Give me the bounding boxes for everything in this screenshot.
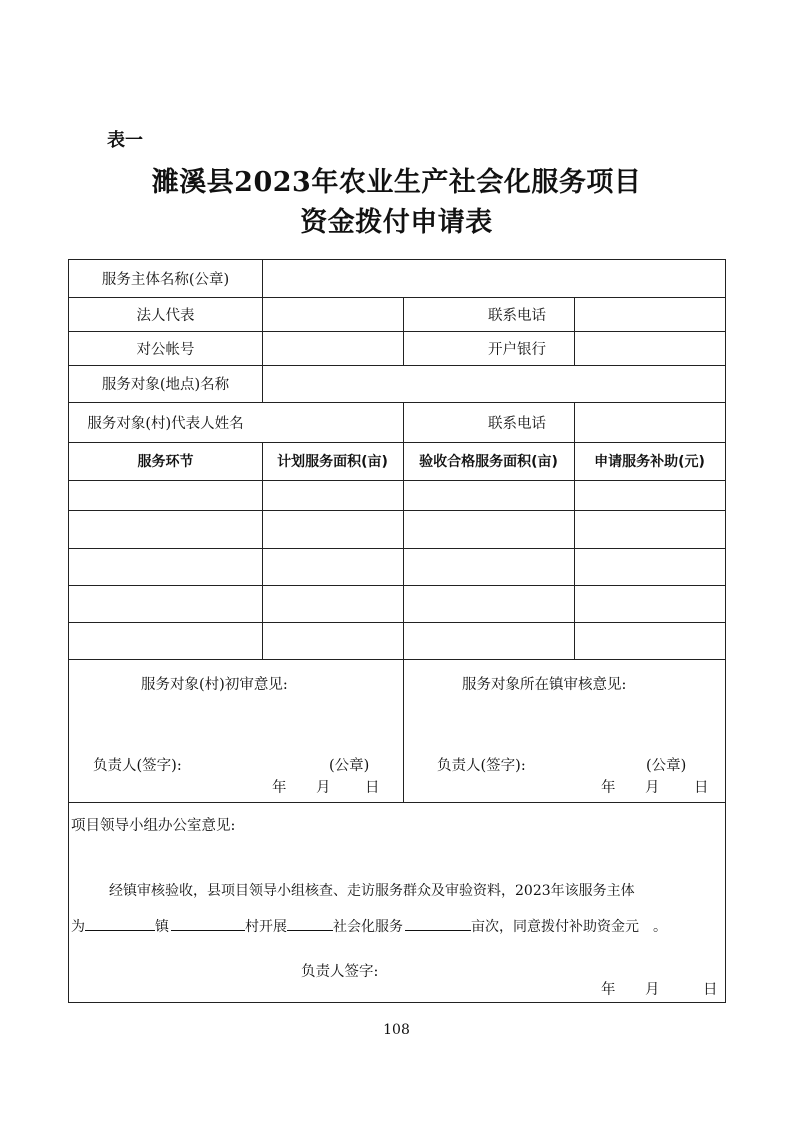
village-opinion-title: 服务对象(村)初审意见: <box>141 677 288 693</box>
office-opinion-line2 <box>71 916 667 936</box>
service-blank <box>287 916 333 931</box>
column-header-subsidy: 申请服务补助(元) <box>594 454 705 470</box>
application-form-table <box>68 259 726 1003</box>
office-month: 月 <box>645 982 660 998</box>
office-opinion-line1: 经镇审核验收，县项目领导小组核查、走访服务群众及审验资料，2023年该服务主体 <box>109 883 635 899</box>
column-header-planned-area: 计划服务面积(亩) <box>277 454 388 470</box>
town-year: 年 <box>601 780 616 796</box>
office-wei: 为 <box>71 919 85 935</box>
town-blank <box>85 916 155 931</box>
service-object-label: 服务对象(地点)名称 <box>101 377 230 393</box>
village-month: 月 <box>316 780 331 796</box>
office-tail: 亩次，同意拨付补助资金元 。 <box>471 919 667 935</box>
village-day: 日 <box>365 780 380 796</box>
office-shh: 社会化服务 <box>333 919 403 935</box>
town-opinion-title: 服务对象所在镇审核意见: <box>462 677 627 693</box>
office-cun: 村开展 <box>245 919 287 935</box>
village-seal-label: (公章) <box>329 758 370 774</box>
account-label: 对公帐号 <box>136 341 195 358</box>
area-blank <box>405 916 471 931</box>
town-seal-label: (公章) <box>646 758 687 774</box>
office-opinion-title: 项目领导小组办公室意见: <box>71 818 236 834</box>
office-zhen: 镇 <box>155 919 169 935</box>
village-year: 年 <box>272 780 287 796</box>
page-title: 濉溪县2023年农业生产社会化服务项目 <box>151 167 642 198</box>
village-rep-label: 服务对象(村)代表人姓名 <box>87 415 244 432</box>
table-number: 表一 <box>107 130 143 151</box>
town-day: 日 <box>694 780 709 796</box>
office-signer-label: 负责人签字: <box>301 964 379 980</box>
page-number: 108 <box>383 1022 410 1038</box>
office-day: 日 <box>703 982 718 998</box>
column-header-accepted-area: 验收合格服务面积(亩) <box>419 454 558 470</box>
phone-label: 联系电话 <box>488 307 546 324</box>
town-month: 月 <box>645 780 660 796</box>
office-year: 年 <box>601 982 616 998</box>
town-signer-label: 负责人(签字): <box>437 758 526 774</box>
legal-rep-label: 法人代表 <box>136 307 195 324</box>
subject-name-label: 服务主体名称(公章) <box>101 272 230 288</box>
phone2-label: 联系电话 <box>488 415 546 432</box>
bank-label: 开户银行 <box>488 341 546 358</box>
page-subtitle: 资金拨付申请表 <box>300 207 493 238</box>
column-header-service-stage: 服务环节 <box>137 454 194 470</box>
village-signer-label: 负责人(签字): <box>93 758 182 774</box>
village-blank <box>171 916 245 931</box>
